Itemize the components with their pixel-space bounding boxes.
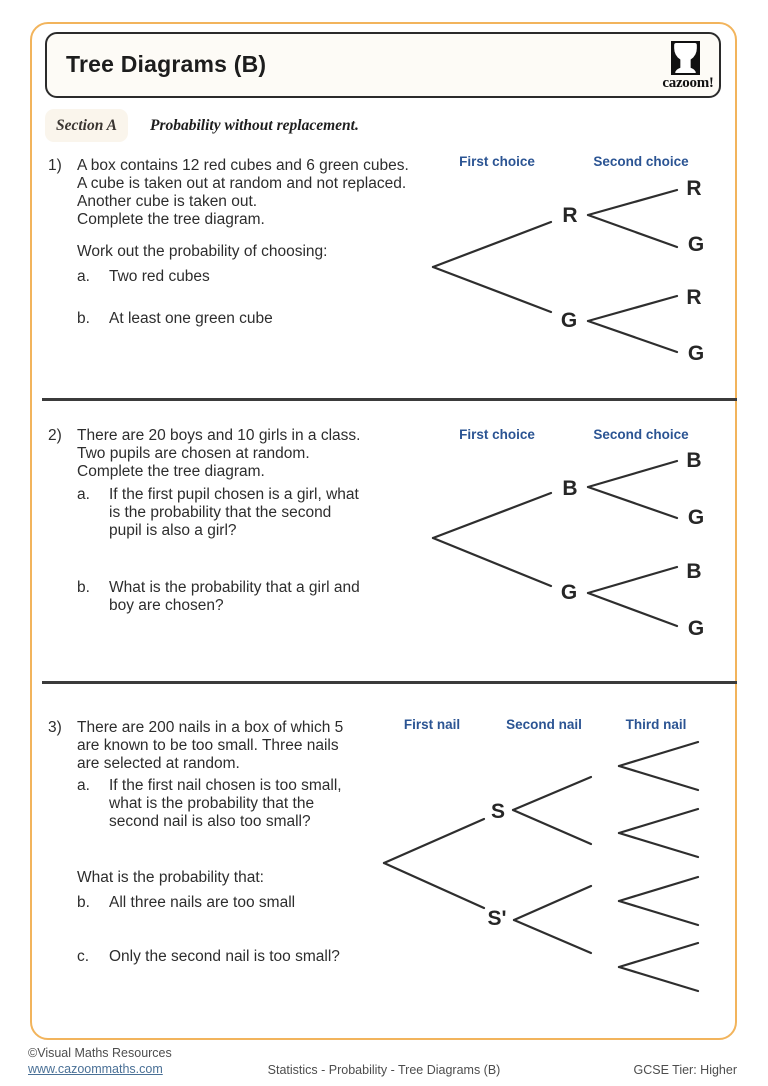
- question-number: 3): [48, 719, 62, 736]
- tree-node: R: [686, 286, 702, 309]
- tree-node: S: [490, 800, 506, 823]
- question-line: Another cube is taken out.: [77, 193, 258, 210]
- question-line: Complete the tree diagram.: [77, 211, 265, 228]
- question-line: are selected at random.: [77, 755, 240, 772]
- part-label: b.: [77, 894, 90, 911]
- part-label: c.: [77, 948, 90, 965]
- part-line: second nail is also too small?: [109, 813, 311, 830]
- part-label: b.: [77, 310, 90, 327]
- question-line: are known to be too small. Three nails: [77, 737, 339, 754]
- tree-column-header: Second nail: [506, 717, 582, 732]
- tree-column-header: Second choice: [593, 427, 689, 442]
- tree-column-header: First nail: [403, 717, 461, 732]
- tree-node: B: [686, 449, 702, 472]
- section-a-label: Section A: [55, 117, 117, 134]
- part-text: At least one green cube: [109, 310, 273, 327]
- tree-column-header: First choice: [459, 427, 535, 442]
- question-line: There are 200 nails in a box of which 5: [77, 719, 344, 736]
- question-3-text: [77, 719, 343, 773]
- separator: [42, 398, 737, 401]
- work-out-prompt: Work out the probability of choosing:: [77, 243, 328, 260]
- part-line: is the probability that the second: [109, 504, 332, 521]
- part-text: [109, 579, 360, 615]
- tree-node: G: [560, 309, 578, 332]
- tree-node: G: [687, 342, 705, 365]
- part-line: If the first nail chosen is too small,: [109, 777, 342, 794]
- tree-node: G: [560, 581, 578, 604]
- part-line: what is the probability that the: [109, 795, 315, 812]
- question-line: A box contains 12 red cubes and 6 green cubes.: [77, 157, 409, 174]
- tree-node: G: [687, 506, 705, 529]
- tree-3-branches: [384, 742, 698, 991]
- tree-2-branches: [433, 461, 677, 626]
- tree-node: S': [487, 907, 507, 930]
- part-label: a.: [77, 777, 90, 794]
- page-title: Tree Diagrams (B): [66, 51, 267, 77]
- tree-column-header: Second choice: [593, 154, 689, 169]
- footer-copyright: ©Visual Maths Resources: [28, 1046, 172, 1060]
- tree-node: G: [687, 233, 705, 256]
- mid-prompt: What is the probability that:: [77, 869, 264, 886]
- part-text: [109, 777, 342, 831]
- question-line: Two pupils are chosen at random.: [77, 445, 310, 462]
- tree-column-header: Third nail: [625, 717, 687, 732]
- question-1-text: [77, 157, 409, 229]
- question-line: Complete the tree diagram.: [77, 463, 265, 480]
- part-line: boy are chosen?: [109, 597, 224, 614]
- footer-doc-title: Statistics - Probability - Tree Diagrams (B): [267, 1063, 501, 1077]
- part-text: Two red cubes: [109, 268, 210, 285]
- part-line: What is the probability that a girl and: [109, 579, 360, 596]
- tree-1-branches: [433, 190, 677, 352]
- part-label: a.: [77, 486, 90, 503]
- footer-website-link[interactable]: www.cazoommaths.com: [28, 1062, 163, 1076]
- tree-node: G: [687, 617, 705, 640]
- tree-column-header: First choice: [459, 154, 535, 169]
- part-line: pupil is also a girl?: [109, 522, 237, 539]
- tree-node: B: [562, 477, 578, 500]
- tree-node: R: [562, 204, 578, 227]
- part-line: If the first pupil chosen is a girl, what: [109, 486, 359, 503]
- question-number: 2): [48, 427, 62, 444]
- question-line: A cube is taken out at random and not replaced.: [77, 175, 407, 192]
- part-text: All three nails are too small: [109, 894, 296, 911]
- cazoom-logo-text: cazoom!: [662, 75, 714, 91]
- question-number: 1): [48, 157, 62, 174]
- footer-tier: GCSE Tier: Higher: [633, 1063, 737, 1077]
- question-2-text: [77, 427, 360, 481]
- part-label: b.: [77, 579, 90, 596]
- tree-node: B: [686, 560, 702, 583]
- part-text: [109, 486, 359, 540]
- section-subtitle: Probability without replacement.: [150, 117, 359, 134]
- tree-node: R: [686, 177, 702, 200]
- separator: [42, 681, 737, 684]
- part-label: a.: [77, 268, 90, 285]
- part-text: Only the second nail is too small?: [109, 948, 340, 965]
- question-line: There are 20 boys and 10 girls in a class.: [77, 427, 361, 444]
